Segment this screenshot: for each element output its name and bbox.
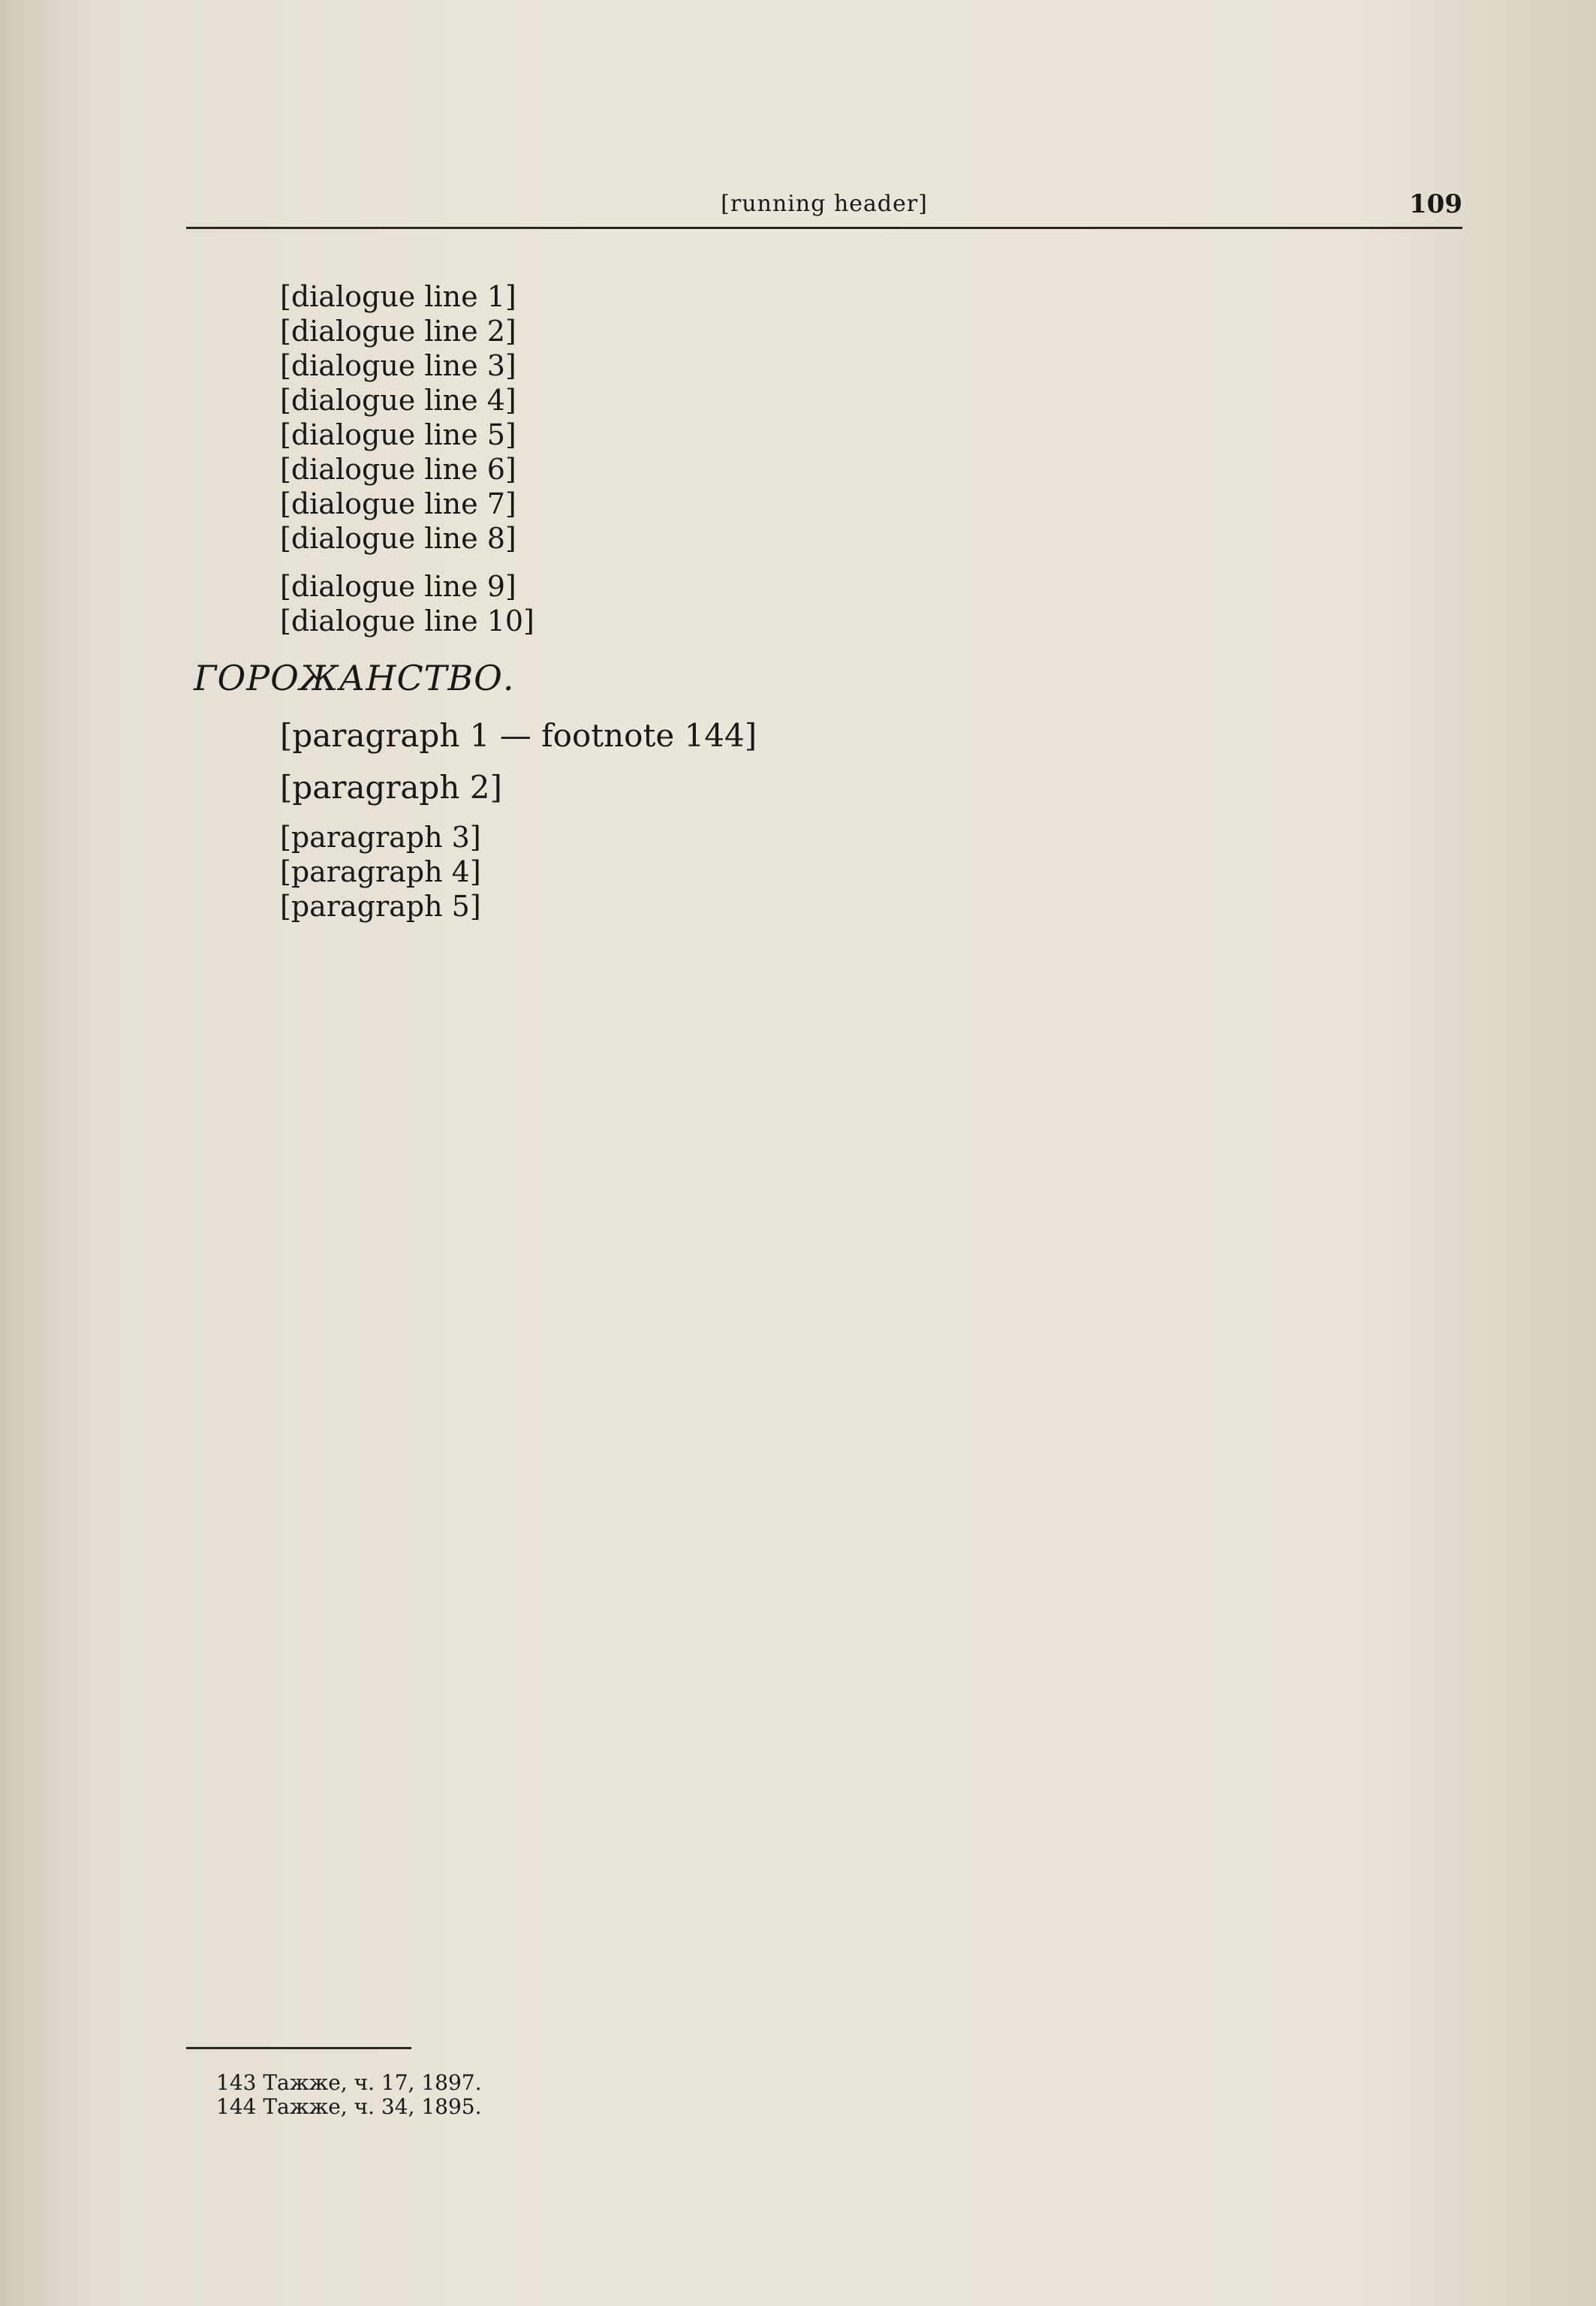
dialogue-line: [dialogue line 10] [280, 604, 535, 638]
dialogue-line: [dialogue line 5] [280, 418, 516, 451]
footnotes [216, 2071, 482, 2119]
dialogue-line: [dialogue line 2] [280, 315, 516, 348]
dialogue-line: [dialogue line 3] [280, 349, 516, 382]
footnote-divider [186, 2047, 411, 2049]
footnote: 143 Тажже, ч. 17, 1897. [216, 2070, 482, 2095]
dialogue-line: [dialogue line 7] [280, 487, 516, 520]
section-paragraph: [paragraph 3] [280, 821, 481, 854]
body-text [194, 279, 1462, 924]
dialogue-line: [dialogue line 8] [280, 522, 516, 555]
dialogue-line: [dialogue line 6] [280, 453, 516, 486]
page-number: 109 [1409, 189, 1462, 219]
section-paragraph: [paragraph 5] [280, 890, 481, 923]
header-title: [running header] [721, 191, 928, 217]
section-paragraph: [paragraph 4] [280, 855, 481, 888]
running-header [186, 182, 1462, 229]
section-heading: ГОРОЖАНСТВО. [194, 658, 515, 698]
dialogue-line: [dialogue line 4] [280, 384, 516, 417]
section-paragraph: [paragraph 1 — footnote 144] [280, 717, 757, 754]
dialogue-line: [dialogue line 9] [280, 570, 516, 603]
dialogue-line: [dialogue line 1] [280, 280, 516, 313]
footnote: 144 Тажже, ч. 34, 1895. [216, 2094, 482, 2119]
section-paragraph: [paragraph 2] [280, 769, 502, 806]
